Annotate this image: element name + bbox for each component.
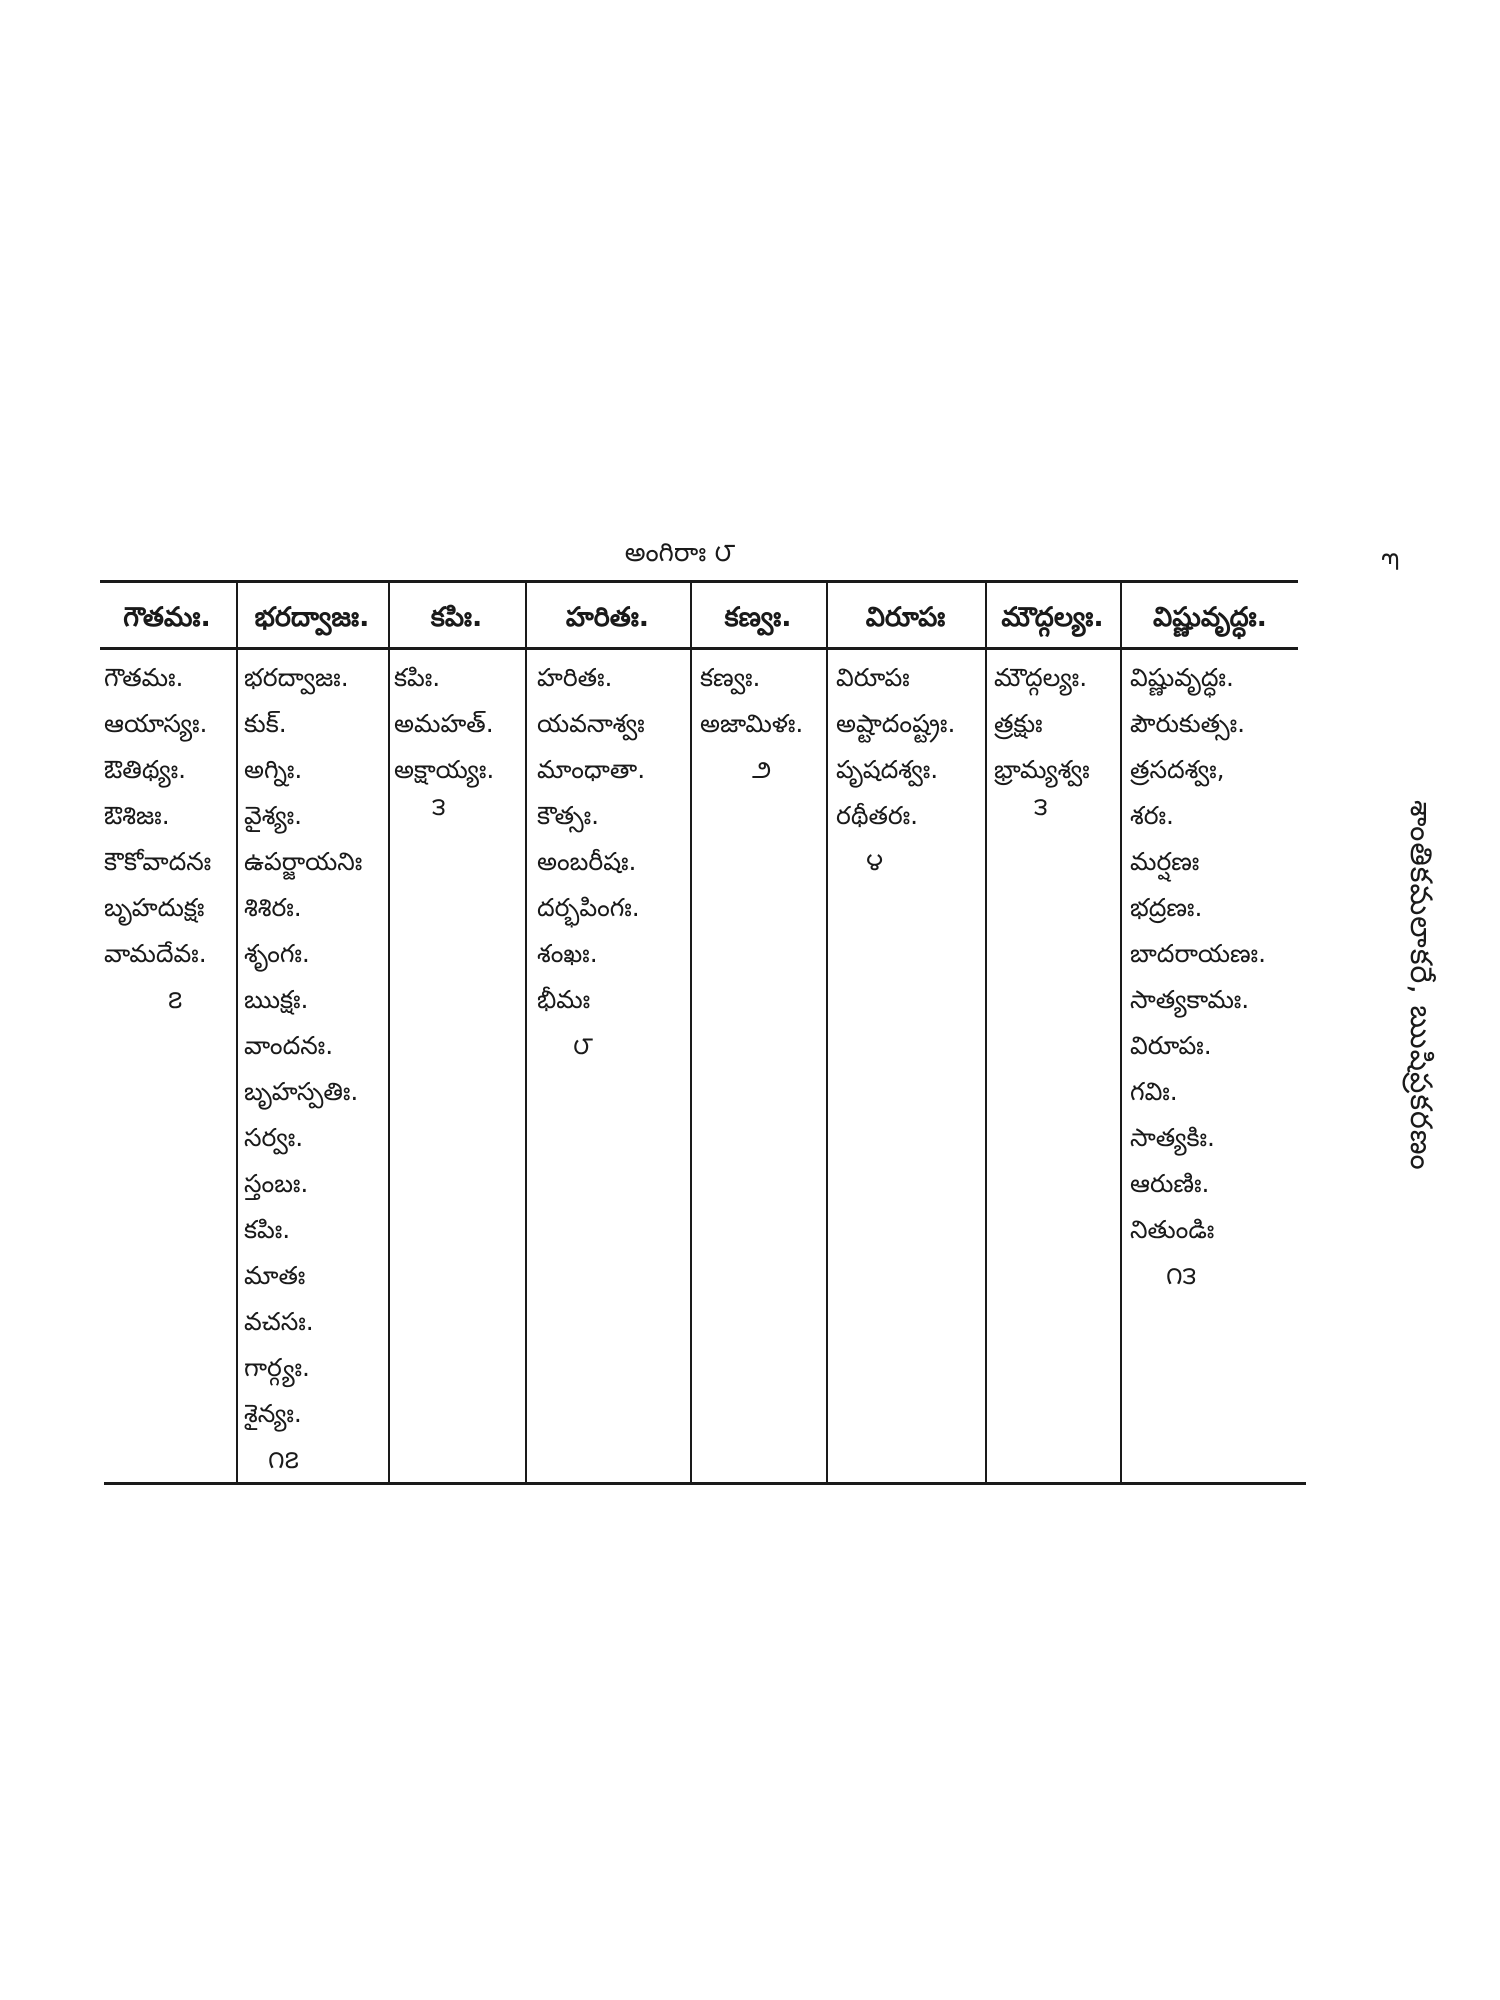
table-cell: అగ్నిః. <box>244 755 303 784</box>
table-cell: కుక్. <box>244 709 287 738</box>
table-cell: భ్రామ్యశ్వః <box>994 755 1090 784</box>
table-cell: గవిః. <box>1130 1077 1178 1106</box>
column-count: ౩ <box>432 792 446 821</box>
column-header: హరితః. <box>565 602 650 633</box>
table-cell: బృహదుక్షః <box>104 893 205 922</box>
column-count: ౭ <box>168 985 183 1014</box>
table-cell: వచసః. <box>244 1307 314 1336</box>
table-cell: ఋక్షః. <box>244 985 309 1014</box>
column-header: భరద్వాజః. <box>254 602 370 633</box>
column-count: ౨ <box>752 755 772 784</box>
column-header: విరూపః <box>865 602 946 633</box>
table-cell: విరూపః <box>836 663 910 692</box>
table-cell: ఉపర్జాయనిః <box>244 847 363 876</box>
table-cell: వామదేవః. <box>104 939 207 968</box>
table-cell: అక్షాయ్యః. <box>394 755 495 784</box>
page-marker: ౯ <box>1375 552 1405 571</box>
table-cell: వైశ్యః. <box>244 801 303 830</box>
table-cell: మాంధాతా. <box>537 755 646 784</box>
column-divider <box>525 582 527 1484</box>
column-divider <box>1120 582 1122 1484</box>
table-cell: హరితః. <box>537 663 613 692</box>
column-body-harita <box>537 655 688 1069</box>
table-cell: ఔశిజః. <box>104 801 170 830</box>
table-cell: మర్షణః <box>1130 847 1200 876</box>
table-cell: బృహస్పతిః. <box>244 1077 359 1106</box>
table-cell: పృషదశ్వః. <box>836 755 939 784</box>
table-cell: శృంగః. <box>244 939 310 968</box>
column-body-virupa <box>836 655 983 885</box>
table-cell: కణ్వః. <box>700 663 761 692</box>
table-title: అంగిరాః ౮ <box>624 538 736 568</box>
table-cell: వాందనః. <box>244 1031 334 1060</box>
table-cell: త్రక్షుః <box>994 709 1043 738</box>
table-cell: ఆరుణిః. <box>1130 1169 1210 1198</box>
column-header: మౌద్గల్యః. <box>1001 602 1104 633</box>
table-cell: కపిః. <box>244 1215 291 1244</box>
table-cell: మాతః <box>244 1261 306 1290</box>
table-header-rule <box>100 647 1298 650</box>
table-cell: గౌతమః. <box>104 663 184 692</box>
column-count: ౩ <box>1034 792 1048 821</box>
table-cell: రథీతరః. <box>836 801 919 830</box>
column-count: ౪ <box>866 847 884 876</box>
column-count: ౮ <box>573 1031 594 1060</box>
table-cell: త్రసదశ్వః, <box>1130 755 1225 784</box>
table-cell: అష్టాదంష్ట్రః. <box>836 709 956 738</box>
table-cell: అజామిళః. <box>700 709 804 738</box>
table-cell: శంఖః. <box>537 939 598 968</box>
table-cell: భరద్వాజః. <box>244 663 349 692</box>
table-cell: కౌకోవాదనః <box>104 847 212 876</box>
table-cell: విష్ణువృద్ధః. <box>1130 663 1234 692</box>
table-cell: ఔతిథ్యః. <box>104 755 187 784</box>
table-cell: బాదరాయణః. <box>1130 939 1267 968</box>
table-cell: మౌద్గల్యః. <box>994 663 1088 692</box>
table-cell: భద్రణః. <box>1130 893 1203 922</box>
column-header: కపిః. <box>430 602 483 633</box>
column-divider <box>690 582 692 1484</box>
column-body-gautama <box>104 655 234 1023</box>
table-cell: సాత్యకామః. <box>1130 985 1250 1014</box>
table-top-rule <box>100 580 1298 583</box>
column-body-kanva <box>700 655 824 793</box>
column-body-bharadvaja <box>244 655 386 1483</box>
table-cell: శరః. <box>1130 801 1174 830</box>
column-count: ౧౩ <box>1166 1261 1197 1290</box>
table-cell: కపిః. <box>394 663 441 692</box>
side-title: శాంతికమలాకరే, ఋషిప్రకరణం <box>1403 800 1438 1171</box>
column-divider <box>388 582 390 1484</box>
column-body-maudgalya <box>994 655 1118 821</box>
table-cell: యవనాశ్వః <box>537 709 645 738</box>
table-cell: శిశిరః. <box>244 893 302 922</box>
table-cell: కౌత్సః. <box>537 801 600 830</box>
table-cell: శైన్యః. <box>244 1399 302 1428</box>
table-cell: విరూపః. <box>1130 1031 1212 1060</box>
table-cell: నితుండిః <box>1130 1215 1215 1244</box>
table-cell: ఆయాస్యః. <box>104 709 208 738</box>
table-cell: దర్భపింగః. <box>537 893 640 922</box>
column-header: గౌతమః. <box>123 602 211 633</box>
table-cell: స్తంబః. <box>244 1169 309 1198</box>
table-cell: సర్వః. <box>244 1123 304 1152</box>
table-cell: అమహత్. <box>394 709 494 738</box>
column-body-kapi <box>394 655 523 821</box>
column-divider <box>826 582 828 1484</box>
column-header: కణ్వః. <box>724 602 792 633</box>
table-cell: గార్గ్యః. <box>244 1353 310 1382</box>
column-divider <box>985 582 987 1484</box>
table-cell: అంబరీషః. <box>537 847 637 876</box>
table-cell: సాత్యకిః. <box>1130 1123 1215 1152</box>
table-cell: భీమః <box>537 985 591 1014</box>
column-body-vishnuvriddha <box>1130 655 1298 1299</box>
column-count: ౧౭ <box>268 1445 299 1474</box>
column-divider <box>236 582 238 1484</box>
column-header: విష్ణువృద్ధః. <box>1153 602 1267 633</box>
table-cell: పౌరుకుత్సః. <box>1130 709 1246 738</box>
